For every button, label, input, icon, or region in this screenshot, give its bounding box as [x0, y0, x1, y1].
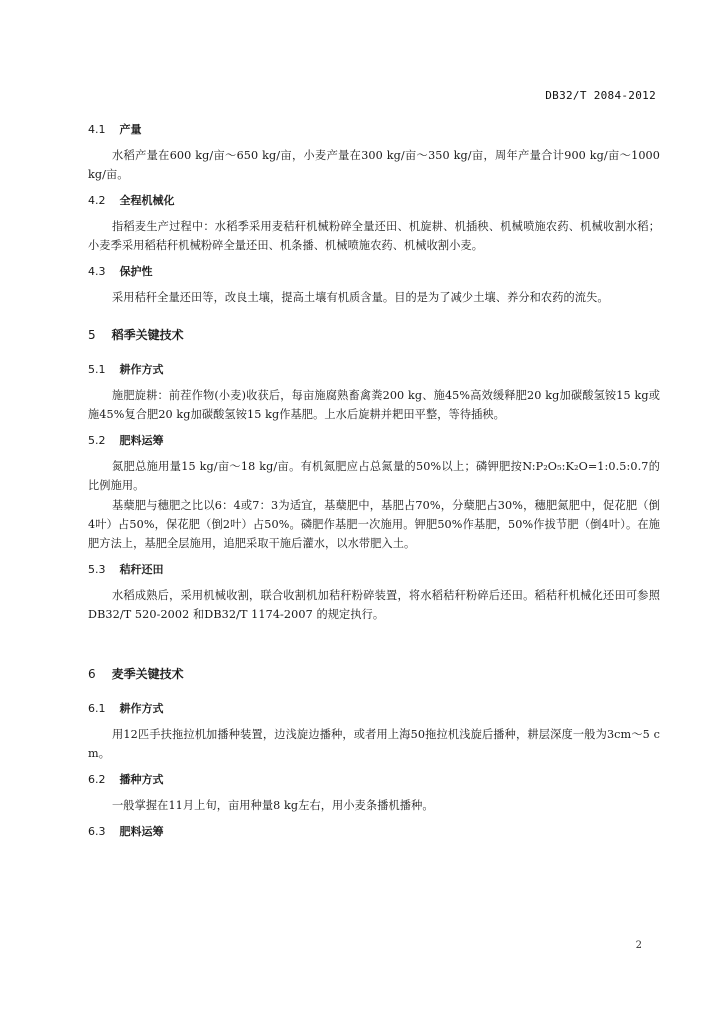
heading-title: 耕作方式 — [119, 702, 164, 715]
heading-number: 4.2 — [88, 194, 106, 207]
heading-6-2 — [88, 770, 660, 790]
paragraph-5-2-b: 基蘖肥与穗肥之比以6：4或7：3为适宜，基蘖肥中，基肥占70%，分蘖肥占30%，穗肥氮肥中，促花肥（倒4叶）占50%，保花肥（倒2叶）占50%。磷肥作基肥一次施用。钾肥50%作基肥，50%作拔节肥（倒4叶）。在施肥方法上，基肥全层施用，追肥采取干施后灌水，以水带肥入土。 — [88, 499, 660, 550]
heading-title: 肥料运筹 — [119, 434, 164, 447]
paragraph-4-2: 指稻麦生产过程中：水稻季采用麦秸秆机械粉碎全量还田、机旋耕、机插秧、机械喷施农药、机械收割水稻；小麦季采用稻秸秆机械粉碎全量还田、机条播、机械喷施农药、机械收割小麦。 — [88, 220, 660, 252]
heading-number: 4.1 — [88, 123, 106, 136]
page-number: 2 — [635, 940, 642, 951]
heading-number: 6.1 — [88, 702, 106, 715]
paragraph-6-1: 用12匹手扶拖拉机加播种装置，边浅旋边播种，或者用上海50拖拉机浅旋后播种，耕层深度一般为3cm～5 cm。 — [88, 728, 660, 760]
paragraph-5-3: 水稻成熟后，采用机械收割，联合收割机加秸秆粉碎装置，将水稻秸秆粉碎后还田。稻秸秆机械化还田可参照DB32/T 520-2002 和DB32/T 1174-2007 的规定执行。 — [88, 589, 660, 621]
heading-title: 保护性 — [119, 265, 153, 278]
heading-5 — [88, 325, 660, 345]
heading-title: 产量 — [119, 123, 142, 136]
heading-number: 5.1 — [88, 363, 106, 376]
heading-title: 肥料运筹 — [119, 825, 164, 838]
paragraph-5-1: 施肥旋耕：前茬作物(小麦)收获后，每亩施腐熟畜禽粪200 kg、施45%高效缓释肥20 kg加碳酸氢铵15 kg或施45%复合肥20 kg加碳酸氢铵15 kg作基肥。上水后旋耕并耙田平整，等待插秧。 — [88, 389, 660, 421]
paragraph-4-1: 水稻产量在600 kg/亩～650 kg/亩，小麦产量在300 kg/亩～350 kg/亩，周年产量合计900 kg/亩～1000 kg/亩。 — [88, 149, 660, 181]
heading-title: 秸秆还田 — [119, 563, 164, 576]
heading-5-2 — [88, 431, 660, 451]
heading-number: 5 — [88, 328, 96, 342]
heading-4-2 — [88, 191, 660, 211]
heading-number: 6.2 — [88, 773, 106, 786]
heading-title: 麦季关键技术 — [111, 667, 184, 681]
heading-title: 耕作方式 — [119, 363, 164, 376]
standard-code: DB32/T 2084-2012 — [545, 89, 656, 102]
heading-5-3 — [88, 560, 660, 580]
document-body — [88, 120, 660, 842]
paragraph-6-2: 一般掌握在11月上旬，亩用种量8 kg左右，用小麦条播机播种。 — [112, 799, 434, 812]
heading-4-3 — [88, 262, 660, 282]
heading-6 — [88, 664, 660, 684]
heading-title: 全程机械化 — [119, 194, 175, 207]
heading-6-1 — [88, 699, 660, 719]
heading-title: 播种方式 — [119, 773, 164, 786]
paragraph-4-3: 采用秸秆全量还田等，改良土壤，提高土壤有机质含量。目的是为了减少土壤、养分和农药的流失。 — [112, 291, 609, 304]
heading-number: 5.3 — [88, 563, 106, 576]
heading-number: 6.3 — [88, 825, 106, 838]
heading-title: 稻季关键技术 — [111, 328, 184, 342]
heading-6-3 — [88, 822, 660, 842]
heading-number: 5.2 — [88, 434, 106, 447]
heading-4-1 — [88, 120, 660, 140]
heading-number: 4.3 — [88, 265, 106, 278]
paragraph-5-2-a: 氮肥总施用量15 kg/亩～18 kg/亩。有机氮肥应占总氮量的50%以上；磷钾肥按N:P₂O₅:K₂O=1:0.5:0.7的比例施用。 — [88, 460, 660, 492]
heading-5-1 — [88, 360, 660, 380]
heading-number: 6 — [88, 667, 96, 681]
